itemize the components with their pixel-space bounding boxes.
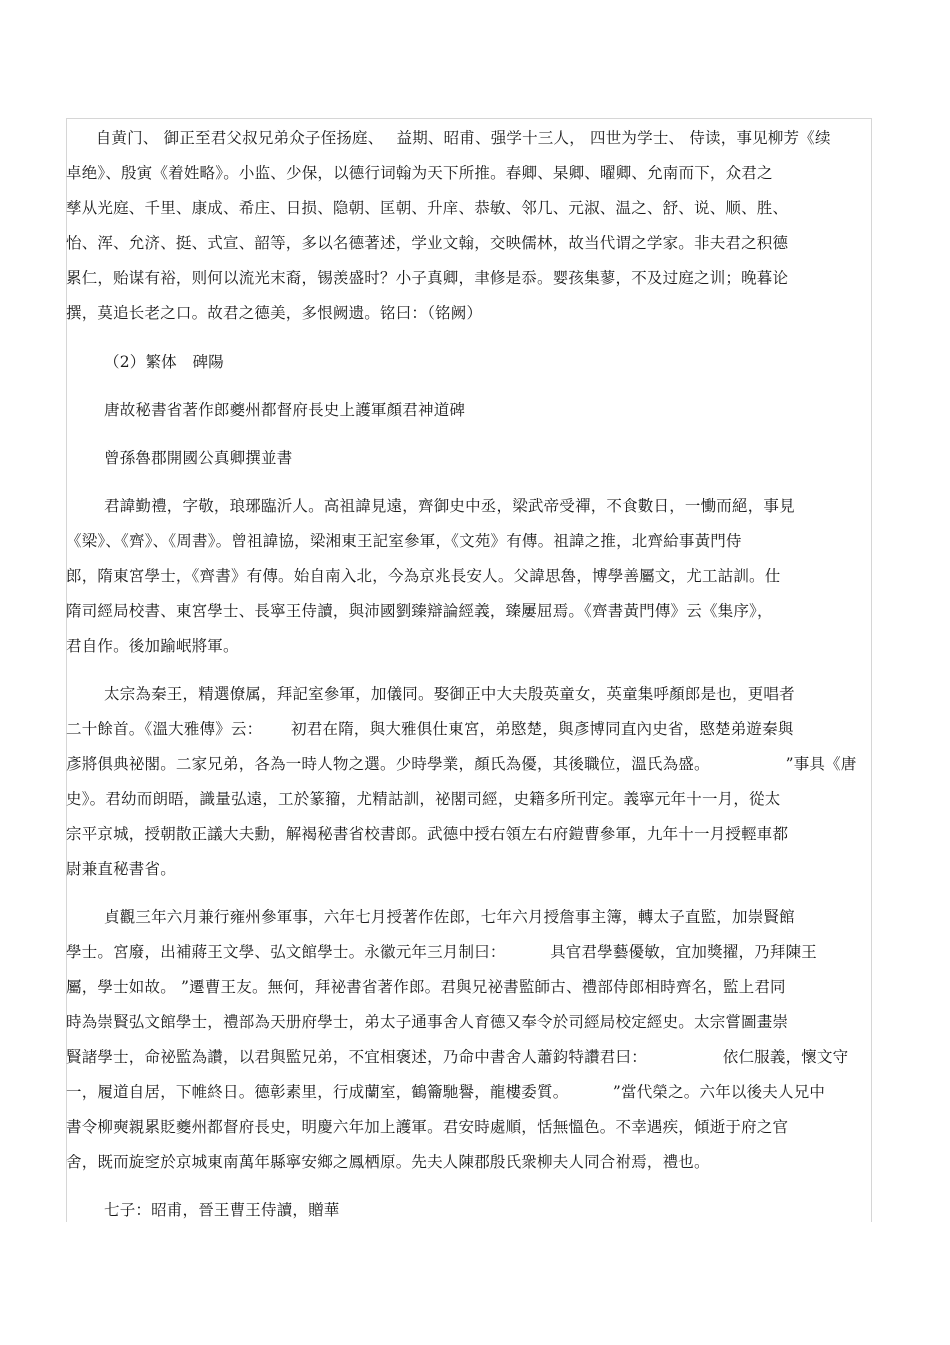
text-line: 學士。宮廢，出補蔣王文學、弘文館學士。永徽元年三月制曰： 具官君學藝優敏，宜加獎擢，乃拜陳王 xyxy=(66,943,817,961)
text-line: 一，履道自居，下帷終日。德彰素里，行成蘭室，鶴籥馳譽，龍樓委質。 ”當代榮之。六年以後夫人兄中 xyxy=(66,1083,826,1101)
text-line: 君諱勤禮，字敬，琅琊臨沂人。高祖諱見遠，齊御史中丞，梁武帝受禪，不食數日，一慟而絕，事見 xyxy=(104,497,795,515)
text-line: 卓绝》、殷寅《着姓略》。小监、少保，以德行词翰为天下所推。春卿、杲卿、曜卿、允南而下，众君之 xyxy=(66,164,773,182)
text-line: 累仁，贻谋有裕，则何以流光末裔，锡羡盛时？小子真卿，聿修是忝。婴孩集蓼，不及过庭之训；晚暮论 xyxy=(66,269,789,287)
text-line: 屬，學士如故。 ”遷曹王友。無何，拜祕書省著作郎。君與兄祕書監師古、禮部侍郎相時齊名，監上君同 xyxy=(66,978,786,996)
text-line: 太宗為秦王，精選僚属，拜記室參軍，加儀同。娶御正中大夫殷英童女，英童集呼顏郎是也，更唱者 xyxy=(104,685,795,703)
text-line: 唐故秘書省著作郎夔州都督府長史上護軍顏君神道碑 xyxy=(104,401,466,419)
text-line: 郎，隋東宮學士，《齊書》有傳。始自南入北，今為京兆長安人。父諱思魯，博學善屬文，尤工詁訓。仕 xyxy=(66,567,781,585)
text-line: 貞觀三年六月兼行雍州參軍事，六年七月授著作佐郎，七年六月授詹事主簿，轉太子直監，加崇賢館 xyxy=(104,908,795,926)
text-line: 撰，莫追长老之口。故君之德美，多恨阙遗。铭曰：（铭阙） xyxy=(66,304,483,322)
text-line: 自黄门、 御正至君父叔兄弟众子侄扬庭、 益期、昭甫、强学十三人， 四世为学士、 侍读，事见柳芳《续 xyxy=(80,129,831,147)
text-line: 彥將俱典祕閣。二家兄弟，各為一時人物之選。少時學業，顏氏為優，其後職位，溫氏為盛。 ”事具《唐 xyxy=(66,755,857,773)
text-line: 宗平京城，授朝散正議大夫勳，解褐秘書省校書郎。武德中授右領左右府鎧曹參軍，九年十一月授輕車都 xyxy=(66,825,789,843)
text-line: 書令柳奭親累貶夔州都督府長史，明慶六年加上護軍。君安時處順，恬無慍色。不幸遇疾，傾逝于府之官 xyxy=(66,1118,789,1136)
text-line: 隋司經局校書、東宮學士、長寧王侍讀，與沛國劉臻辯論經義，臻屢屈焉。《齊書黃門傳》云《集序》， xyxy=(66,602,773,620)
text-line: 二十餘首。《溫大雅傳》云： 初君在隋，與大雅俱仕東宮，弟愍楚，與彥博同直內史省，愍楚弟遊秦與 xyxy=(66,720,794,738)
text-line: 《梁》、《齊》、《周書》。曾祖諱協，梁湘東王記室參軍，《文苑》有傳。祖諱之推，北齊給事黃門侍 xyxy=(66,532,742,550)
text-line: 舍，既而旋窆於京城東南萬年縣寧安鄉之鳳栖原。先夫人陳郡殷氏衆柳夫人同合祔焉，禮也。 xyxy=(66,1153,710,1171)
text-line: 尉兼直秘書省。 xyxy=(66,860,176,878)
text-line: 七子：昭甫，晉王曹王侍讀，贈華 xyxy=(104,1201,340,1219)
text-line: 怡、浑、允济、挺、式宣、韶等，多以名德著述，学业文翰，交映儒林，故当代谓之学家。非夫君之积德 xyxy=(66,234,789,252)
text-line: 史》。君幼而朗晤，識量弘遠，工於篆籀，尤精詁訓，祕閣司經，史籍多所刊定。義寧元年十一月，從太 xyxy=(66,790,781,808)
text-line: （2）繁体 碑陽 xyxy=(104,353,224,371)
text-line: 孳从光庭、千里、康成、希庄、日损、隐朝、匡朝、升庠、恭敏、邻几、元淑、温之、舒、说、顺、胜、 xyxy=(66,199,789,217)
text-line: 時為崇賢弘文館學士，禮部為天册府學士，弟太子通事舍人育德又奉令於司經局校定經史。太宗嘗圖畫崇 xyxy=(66,1013,789,1031)
text-line: 曾孫魯郡開國公真卿撰並書 xyxy=(104,449,293,467)
text-line: 賢諸學士，命祕監為讚，以君與監兄弟，不宜相褒述，乃命中書舍人蕭鈞特讚君曰： 依仁服義，懷文守 xyxy=(66,1048,849,1066)
text-line: 君自作。後加踰岷將軍。 xyxy=(66,637,239,655)
